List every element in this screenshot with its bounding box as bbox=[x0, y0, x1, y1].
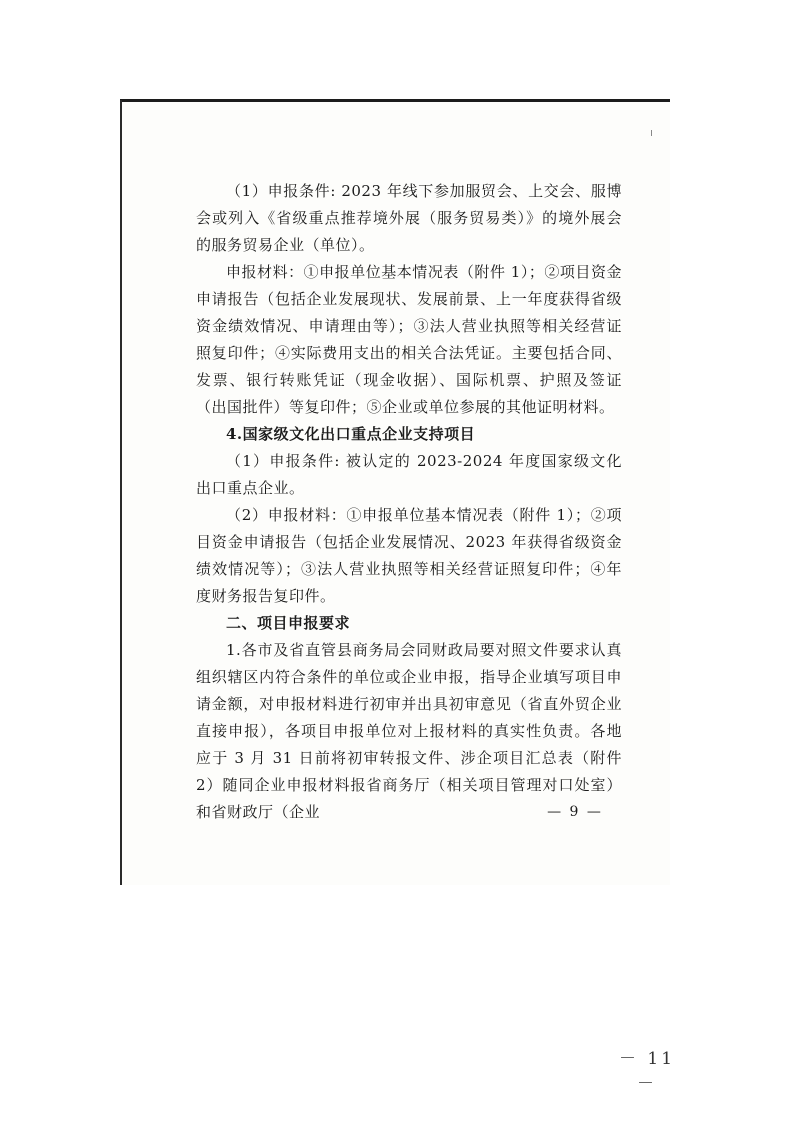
paragraph-requirement-1: 1.各市及省直管县商务局会同财政局要对照文件要求认真组织辖区内符合条件的单位或企业申报，指导企业填写项目申请金额，对申报材料进行初审并出具初审意见（省直外贸企业直接申报），各项目申报单位对上报材料的真实性负责。各地应于 3 月 31 日前将初审转报文件、涉企项目汇总表（附件 2）随同企业申报材料报省商务厅（相关项目管理对口处室）和省财政厅（企业 bbox=[196, 641, 622, 821]
heading-application-requirements: 二、项目申报要求 bbox=[226, 614, 351, 632]
paragraph-cultural-conditions: （1）申报条件: 被认定的 2023-2024 年度国家级文化出口重点企业。 bbox=[196, 452, 622, 497]
heading-cultural-export: 4.国家级文化出口重点企业支持项目 bbox=[226, 425, 476, 443]
inner-page-number: — 9 — bbox=[547, 804, 603, 820]
paragraph-cultural-materials: （2）申报材料：①申报单位基本情况表（附件 1）；②项目资金申请报告（包括企业发展情况、2023 年获得省级资金绩效情况等）；③法人营业执照等相关经营证照复印件；④年度财务报告复印件。 bbox=[196, 506, 622, 605]
paragraph-exhibition-conditions: （1）申报条件: 2023 年线下参加服贸会、上交会、服博会或列入《省级重点推荐境外展（服务贸易类）》的境外展会的服务贸易企业（单位）。 bbox=[196, 182, 622, 254]
document-body bbox=[196, 178, 622, 826]
left-edge-rule bbox=[120, 100, 122, 885]
paragraph-exhibition-materials: 申报材料：①申报单位基本情况表（附件 1）；②项目资金申请报告（包括企业发展现状、发展前景、上一年度获得省级资金绩效情况、申请理由等）；③法人营业执照等相关经营证照复印件；④实际费用支出的相关合法凭证。主要包括合同、发票、银行转账凭证（现金收据）、国际机票、护照及签证（出国批件）等复印件；⑤企业或单位参展的其他证明材料。 bbox=[196, 263, 622, 416]
outer-page-number: － 11 － bbox=[618, 1049, 676, 1094]
top-rule bbox=[120, 99, 670, 102]
scan-speck bbox=[651, 130, 652, 136]
